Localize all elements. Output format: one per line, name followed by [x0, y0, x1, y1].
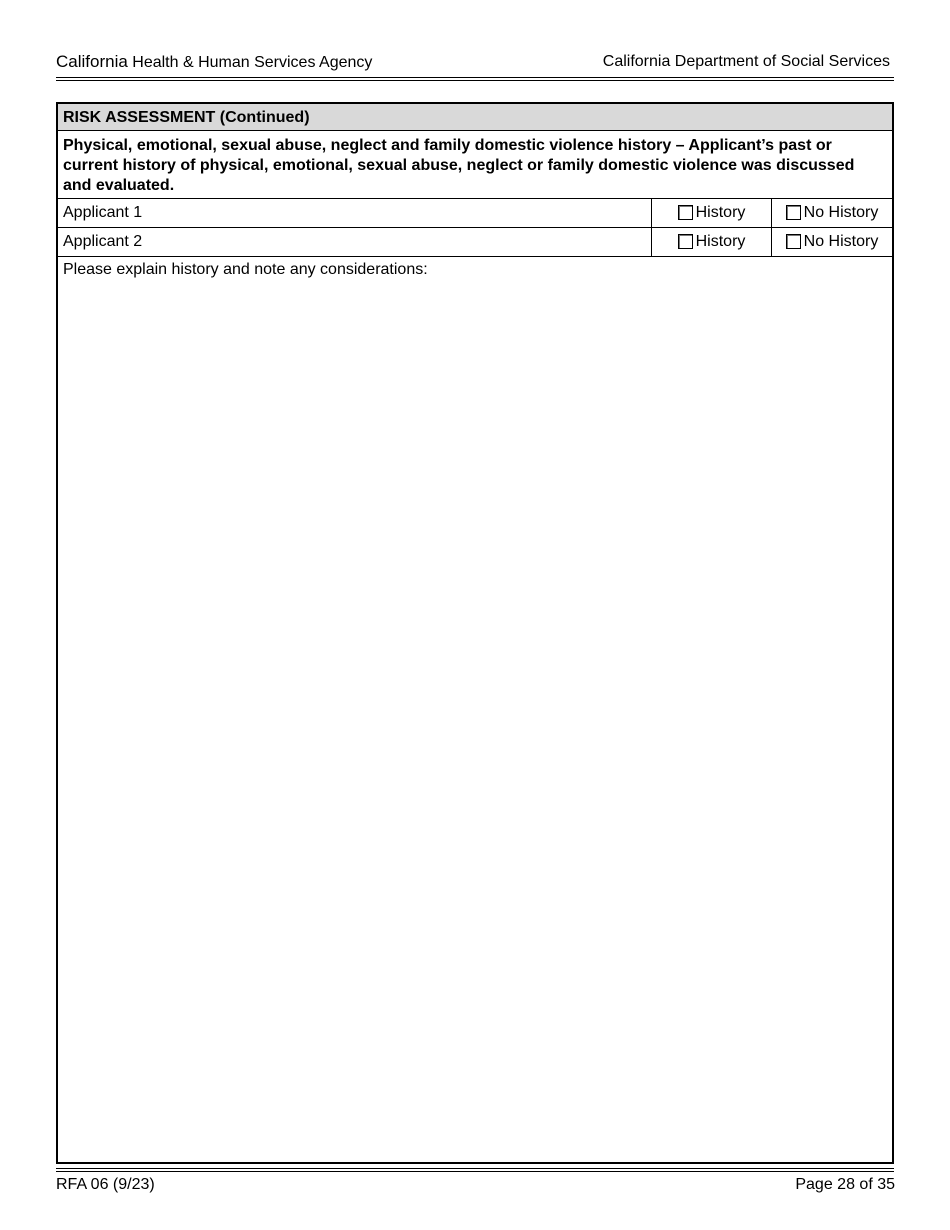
section-title: RISK ASSESSMENT (Continued)	[58, 104, 892, 131]
page-header	[56, 52, 894, 74]
applicant-2-no-history-option[interactable]	[772, 228, 892, 256]
department-name: California Department of Social Services	[602, 53, 890, 70]
applicant-1-no-history-option[interactable]	[772, 199, 892, 227]
footer-rule-top	[56, 1168, 894, 1169]
history-label: History	[695, 204, 746, 221]
applicant-2-no-history-checkbox[interactable]	[786, 234, 801, 249]
no-history-label: No History	[803, 233, 879, 250]
no-history-label: No History	[803, 204, 879, 221]
applicant-row	[58, 228, 892, 257]
page-number: Page 28 of 35	[795, 1176, 895, 1193]
applicant-1-label: Applicant 1	[58, 199, 652, 227]
header-rule-top	[56, 77, 894, 78]
section-description: Physical, emotional, sexual abuse, neglect and family domestic violence history – Applicant’s past or current history of physical, emotional, sexual abuse, neglect or family domestic violence was discussed and evaluated.	[58, 131, 892, 199]
applicant-2-label: Applicant 2	[58, 228, 652, 256]
applicant-1-history-option[interactable]	[652, 199, 772, 227]
applicant-2-history-option[interactable]	[652, 228, 772, 256]
agency-label: Health & Human Services Agency	[132, 54, 373, 71]
applicant-row	[58, 199, 892, 228]
form-id: RFA 06 (9/23)	[56, 1176, 155, 1193]
state-name: California	[56, 52, 128, 71]
applicant-1-no-history-checkbox[interactable]	[786, 205, 801, 220]
header-rule-bottom	[56, 80, 894, 81]
footer-rule-bottom	[56, 1171, 894, 1172]
explain-history-field[interactable]	[58, 257, 892, 279]
explain-history-prompt: Please explain history and note any considerations:	[63, 261, 428, 278]
applicant-1-history-checkbox[interactable]	[678, 205, 693, 220]
risk-assessment-form	[56, 102, 894, 1164]
applicant-2-history-checkbox[interactable]	[678, 234, 693, 249]
agency-name	[56, 52, 372, 72]
history-label: History	[695, 233, 746, 250]
